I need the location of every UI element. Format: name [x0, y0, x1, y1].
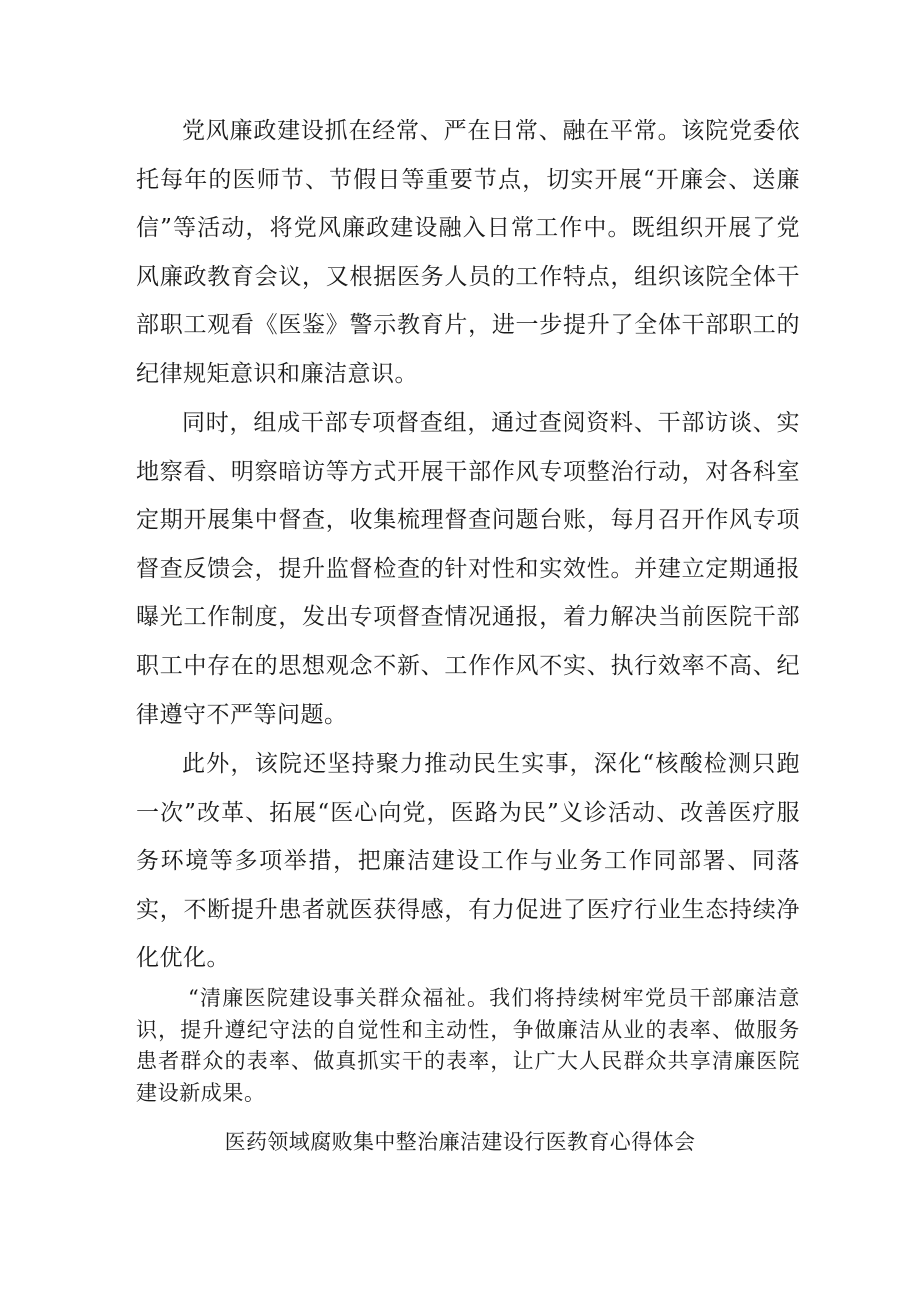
body-paragraph-1: 党风廉政建设抓在经常、严在日常、融在平常。该院党委依托每年的医师节、节假日等重要节点，切实开展“开廉会、送廉信”等活动，将党风廉政建设融入日常工作中。既组织开展了党风廉政教育会议，又根据医务人员的工作特点，组织该院全体干部职工观看《医鉴》警示教育片，进一步提升了全体干部职工的纪律规矩意识和廉洁意识。: [136, 118, 800, 387]
body-paragraph-2: 同时，组成干部专项督查组，通过查阅资料、干部访谈、实地察看、明察暗访等方式开展干部作风专项整治行动，对各科室定期开展集中督查，收集梳理督查问题台账，每月召开作风专项督查反馈会，提升监督检查的针对性和实效性。并建立定期通报曝光工作制度，发出专项督查情况通报，着力解决当前医院干部职工中存在的思想观念不新、工作作风不实、执行效率不高、纪律遵守不严等问题。: [136, 410, 800, 728]
quote-paragraph: “清廉医院建设事关群众福祉。我们将持续树牢党员干部廉洁意识，提升遵纪守法的自觉性和主动性，争做廉洁从业的表率、做服务患者群众的表率、做真抓实干的表率，让广大人民群众共享清廉医院建设新成果。: [136, 986, 800, 1105]
next-article-title: 医药领域腐败集中整治廉洁建设行医教育心得体会: [224, 1130, 696, 1154]
body-paragraph-3: 此外，该院还坚持聚力推动民生实事，深化“核酸检测只跑一次”改革、拓展“医心向党，医路为民”义诊活动、改善医疗服务环境等多项举措，把廉洁建设工作与业务工作同部署、同落实，不断提升患者就医获得感，有力促进了医疗行业生态持续净化优化。: [136, 751, 800, 972]
